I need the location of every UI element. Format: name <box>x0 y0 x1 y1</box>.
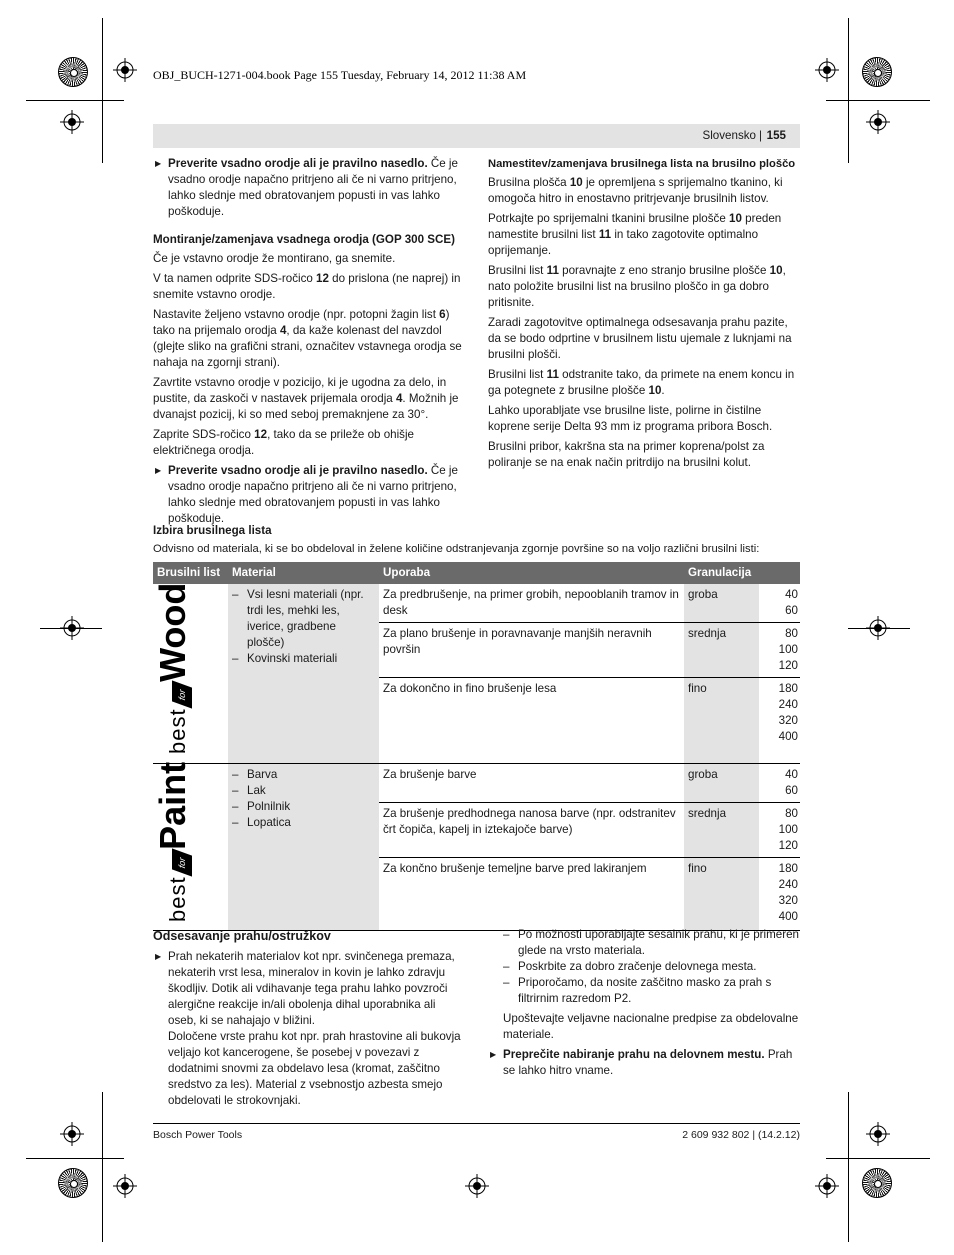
use-cell: Za plano brušenje in poravnavanje manjših neravnih površin <box>379 623 684 678</box>
right-column <box>488 156 801 475</box>
list-item: – Lak <box>232 783 375 799</box>
grit-cell: 40 60 <box>759 764 800 803</box>
table-heading: Izbira brusilnega lista <box>153 524 272 537</box>
registration-rosette-icon <box>58 1168 88 1198</box>
paragraph: V ta namen odprite SDS-ročico 12 do prislona (ne naprej) in snemite vstavno orodje. <box>153 272 461 301</box>
warning-bold: Preverite vsadno orodje ali je pravilno nasedlo. <box>168 157 428 170</box>
paragraph: Brusilni list 11 odstranite tako, da primete na enem koncu in ga potegnete z brusilne plošče 10. <box>488 368 795 397</box>
warning-text: Če je vsadno orodje napačno pritrjeno ali če ni varno pritrjeno, lahko slednje med obratovanjem popusti in vas lahko poškoduje. <box>168 157 458 218</box>
warning-bullet <box>153 156 465 220</box>
use-cell: Za brušenje predhodnega nanosa barve (npr. odstranitev črt čopiča, kapelj in iztekajoče barve) <box>379 803 684 858</box>
table-row <box>153 584 800 623</box>
header-separator: | <box>758 129 762 142</box>
column-header: Material <box>228 562 379 584</box>
dust-right-column <box>503 927 801 1083</box>
list-item: – Lopatica <box>232 815 375 831</box>
list-item: – Poskrbite za dobro zračenje delovnega mesta. <box>503 959 801 975</box>
column-header: Granulacija <box>684 562 800 584</box>
grade-cell: fino <box>684 858 759 931</box>
warning-bullet <box>153 463 465 527</box>
paragraph: Potrkajte po sprijemalni tkanini brusilne plošče 10 preden namestite brusilni list 11 in tako zagotovite optimalno oprijemanje. <box>488 212 782 257</box>
warning-bullet <box>488 1047 801 1079</box>
material-cell <box>228 764 379 931</box>
section-heading: Montiranje/zamenjava vsadnega orodja (GOP 300 SCE) <box>153 233 455 246</box>
footer-brand: Bosch Power Tools <box>153 1129 243 1141</box>
paragraph: Nastavite željeno vstavno orodje (npr. potopni žagin list 6) tako na prijemalo orodja 4, da kaže kolenast del navzdol (glejte sliko na grafični strani, označitev vstavnega orodja se nahaja na zgornji strani). <box>153 308 462 369</box>
crosshair-icon <box>866 1122 890 1146</box>
grit-cell: 180 240 320 400 <box>759 858 800 931</box>
use-cell: Za končno brušenje temeljne barve pred lakiranjem <box>379 858 684 931</box>
section-heading: Namestitev/zamenjava brusilnega lista na brusilno ploščo <box>488 158 796 170</box>
page-header <box>153 124 800 148</box>
table-row <box>153 764 800 803</box>
footer-code: 2 609 932 802 | (14.2.12) <box>682 1129 800 1141</box>
column-header: Uporaba <box>379 562 684 584</box>
use-cell: Za brušenje barve <box>379 764 684 803</box>
grit-cell: 40 60 <box>759 584 800 623</box>
registration-rosette-icon <box>862 1168 892 1198</box>
use-cell: Za predbrušenje, na primer grobih, nepooblanih tramov in desk <box>379 584 684 623</box>
best-for-paint-logo: bestforPaint <box>153 764 228 931</box>
grit-cell: 80 100 120 <box>759 803 800 858</box>
grade-cell: srednja <box>684 623 759 678</box>
crosshair-icon <box>113 1174 137 1198</box>
crosshair-icon <box>60 616 84 640</box>
grade-cell: groba <box>684 584 759 623</box>
paragraph: Lahko uporabljate vse brusilne liste, polirne in čistilne koprene serije Delta 93 mm iz programa pribora Bosch. <box>488 404 773 433</box>
column-header: Brusilni list <box>153 562 228 584</box>
warning-text: Prah se lahko hitro vname. <box>503 1048 793 1077</box>
page-footer <box>153 1123 800 1141</box>
paragraph: Brusilni pribor, kakršna sta na primer koprena/polst za poliranje se na enak način pritrdijo na brusilni kolut. <box>488 440 765 469</box>
paragraph: Brusilni list 11 poravnajte z eno stranjo brusilne plošče 10, nato položite brusilni list na brusilno ploščo in ga dobro pritisnite. <box>488 264 786 309</box>
grade-cell: groba <box>684 764 759 803</box>
table-header-row <box>153 562 800 584</box>
best-for-wood-logo: bestforWood <box>153 584 228 764</box>
crosshair-icon <box>815 1174 839 1198</box>
sanding-sheet-table <box>153 562 800 931</box>
section-heading: Odsesavanje prahu/ostružkov <box>153 929 331 943</box>
paragraph: Zaprite SDS-ročico 12, tako da se prileže ob ohišje električnega orodja. <box>153 428 415 457</box>
warning-bullet <box>153 949 465 1109</box>
crosshair-icon <box>465 1174 489 1198</box>
list-item: – Kovinski materiali <box>232 651 375 667</box>
paragraph: Zavrtite vstavno orodje v pozicijo, ki je ugodna za delo, in pustite, da zaskoči v nastavek prijemala orodja 4. Možnih je dvanajst pozicij, ki so med seboj premaknjene za 30°. <box>153 376 459 421</box>
grade-cell: srednja <box>684 803 759 858</box>
warning-text: Določene vrste prahu kot npr. prah hrastovine ali bukovja veljajo kot kancerogene, še posebej v povezavi z dodatnimi snovmi za obdelavo lesa (kromat, zaščitno sredstvo za les). Material z vsebnostjo azbesta smejo obdelovati le strokovnjaki. <box>168 1030 461 1107</box>
paragraph: Če je vstavno orodje že montirano, ga snemite. <box>153 252 396 265</box>
dust-left-column <box>153 928 465 1113</box>
list-item: – Priporočamo, da nosite zaščitno masko za prah s filtrirnim razredom P2. <box>503 975 801 1007</box>
list-item: – Po možnosti uporabljajte sesalnik prahu, ki je primeren glede na vrsto materiala. <box>503 927 801 959</box>
paragraph: Upoštevajte veljavne nacionalne predpise za obdelovalne materiale. <box>503 1012 799 1041</box>
crosshair-icon <box>866 616 890 640</box>
crosshair-icon <box>866 110 890 134</box>
grade-cell: fino <box>684 678 759 764</box>
warning-bold: Preprečite nabiranje prahu na delovnem mestu. <box>503 1048 765 1061</box>
grit-cell: 180 240 320 400 <box>759 678 800 764</box>
table-intro: Odvisno od materiala, ki se bo obdeloval in želene količine odstranjevanja zgornje površine so na voljo različni brusilni listi: <box>153 543 760 555</box>
warning-bold: Preverite vsadno orodje ali je pravilno nasedlo. <box>168 464 428 477</box>
registration-rosette-icon <box>862 57 892 87</box>
warning-text: Če je vsadno orodje napačno pritrjeno ali če ni varno pritrjeno, lahko slednje med obratovanjem popusti in vas lahko poškoduje. <box>168 464 458 525</box>
header-language: Slovensko <box>702 129 756 142</box>
left-column <box>153 156 465 531</box>
paragraph: Zaradi zagotovitve optimalnega odsesavanja prahu pazite, da se bodo odprtine v brusilnem listu ujemale z luknjami na brusilni plošči. <box>488 316 792 361</box>
list-item: – Polnilnik <box>232 799 375 815</box>
list-item: – Barva <box>232 767 375 783</box>
crosshair-icon <box>113 58 137 82</box>
registration-rosette-icon <box>58 57 88 87</box>
use-cell: Za dokončno in fino brušenje lesa <box>379 678 684 764</box>
crosshair-icon <box>60 1122 84 1146</box>
crosshair-icon <box>60 110 84 134</box>
material-cell <box>228 584 379 764</box>
grit-cell: 80 100 120 <box>759 623 800 678</box>
list-item: – Vsi lesni materiali (npr. trdi les, mehki les, iverice, gradbene plošče) <box>232 587 375 651</box>
print-slug: OBJ_BUCH-1271-004.book Page 155 Tuesday, February 14, 2012 11:38 AM <box>153 68 527 82</box>
warning-text: ▶ Prah nekaterih materialov kot npr. svinčenega premaza, nekaterih vrst lesa, mineralov in kovin je lahko zdravju škodljiv. Dotik ali vdihavanje tega prahu lahko povzroči alergične reakcije in/ali obolenja dihal uporabnika ali oseb, ki se nahajajo v bližini. <box>168 950 455 1027</box>
crosshair-icon <box>815 58 839 82</box>
page-number: 155 <box>766 129 786 142</box>
paragraph: Brusilna plošča 10 je opremljena s sprijemalno tkanino, ki omogoča hitro in enostavno pritrjevanje brusilnih listov. <box>488 176 783 205</box>
